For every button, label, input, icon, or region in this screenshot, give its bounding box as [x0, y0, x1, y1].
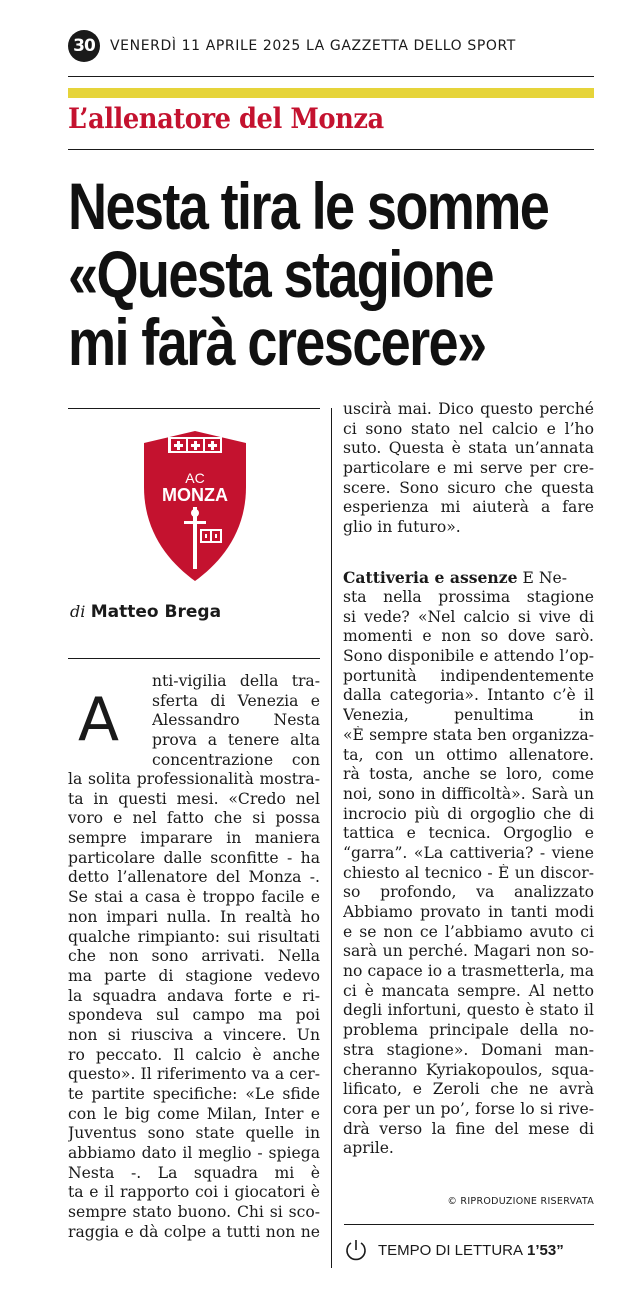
power-clock-icon — [344, 1238, 368, 1262]
subhead-continuation: E Ne- — [517, 569, 567, 587]
body-line: glio in futuro». — [343, 518, 461, 537]
section-subhead: Cattiveria e assenze — [343, 568, 518, 587]
reading-time-label: TEMPO DI LETTURA — [378, 1241, 524, 1259]
headline — [68, 169, 549, 379]
body-line: dalla categoria». Intanto c’è il — [343, 686, 594, 705]
headline-line-3: mi farà crescere» — [68, 305, 486, 379]
logo-name-text: MONZA — [162, 485, 228, 505]
body-line: concentrazione con — [152, 750, 320, 769]
body-line: sta nella prossima stagione — [343, 588, 594, 606]
kicker-rule — [68, 149, 594, 150]
drop-cap: A — [78, 685, 120, 755]
body-line: drà verso la fine del mese di — [343, 1119, 594, 1138]
logo-ac-text: AC — [185, 470, 205, 486]
body-line: qualche rimpianto: sui risultati — [68, 927, 320, 946]
body-line: Abbiamo provato in tanti modi — [343, 903, 594, 921]
body-line: Se stai a casa è troppo facile e — [68, 888, 320, 907]
body-line: con le big come Milan, Inter e — [68, 1104, 320, 1123]
byline-prefix: di — [70, 602, 86, 621]
left-column-top-rule — [68, 408, 320, 409]
body-line: sarà un perché. Magari non so- — [343, 942, 594, 961]
body-line: rà tosta, anche se loro, come — [343, 765, 594, 784]
copyright: © RIPRODUZIONE RISERVATA — [447, 1196, 594, 1207]
body-line: portunità indipendentemente — [343, 666, 594, 685]
body-line: voro e nel fatto che si possa — [68, 809, 320, 828]
body-line: lificato, e Zeroli che ne avrà — [343, 1080, 594, 1099]
body-line: suto. Questa è stata un’annata — [343, 439, 594, 458]
monza-logo — [140, 425, 250, 585]
body-line: abbiamo dato il meglio - spiega — [68, 1144, 320, 1163]
subhead-line — [343, 568, 594, 589]
body-line: e se non ce l’abbiamo avuto ci — [343, 922, 594, 941]
dateline: VENERDÌ 11 APRILE 2025 LA GAZZETTA DELLO SPORT — [110, 38, 516, 54]
body-line: prova a tenere alta — [152, 731, 320, 750]
body-line: «È sempre stata ben organizza- — [343, 725, 594, 744]
body-line: non impari nulla. In realtà ho — [68, 907, 320, 926]
body-line: Alessandro Nesta — [152, 711, 320, 730]
body-line: uscirà mai. Dico questo perché — [343, 400, 594, 418]
body-right-bottom-lines — [343, 588, 594, 1159]
body-line: che non sono arrivati. Nella — [68, 947, 320, 966]
body-line: incrocio più di orgoglio che di — [343, 804, 594, 823]
body-line: ma parte di stagione vedevo — [68, 966, 320, 985]
headline-line-2: «Questa stagione — [68, 237, 493, 311]
body-line: ta in questi mesi. «Credo nel — [68, 789, 320, 808]
body-top-rule — [68, 658, 320, 659]
body-line: sempre stato buono. Chi si sco- — [68, 1203, 320, 1222]
body-line: si vede? «Nel calcio si vive di — [343, 607, 594, 626]
body-line: nti-vigilia della tra- — [152, 672, 320, 690]
body-line: ci sono stato nel calcio e l’ho — [343, 419, 594, 438]
body-line: la solita professionalità mostra- — [68, 770, 320, 788]
body-line: “garra”. «La cattiveria? - viene — [343, 843, 594, 862]
body-line: esperienza mi aiuterà a fare — [343, 498, 594, 517]
header-rule — [68, 76, 594, 77]
body-line: Nesta -. La squadra mi è — [68, 1163, 320, 1182]
body-left-dropcap-lines — [152, 672, 320, 770]
body-line: ro peccato. Il calcio è anche — [68, 1045, 320, 1064]
body-line: aprile. — [343, 1139, 394, 1158]
body-line: cora per un po’, forse lo si rive- — [343, 1099, 594, 1118]
byline — [70, 602, 221, 622]
reading-time-value: 1’53” — [527, 1241, 564, 1259]
body-line: te partite specifiche: «Le sfide — [68, 1085, 320, 1103]
body-line: particolare dalle sconfitte - ha — [68, 848, 320, 867]
kicker: L’allenatore del Monza — [68, 102, 384, 135]
body-line: problema principale della no- — [343, 1021, 594, 1040]
body-line: questo». Il riferimento va a cer- — [68, 1065, 320, 1084]
body-line: Venezia, penultima in — [343, 706, 594, 725]
body-line: sempre imparare in maniera — [68, 829, 320, 848]
body-line: non si riusciva a vincere. Un — [68, 1025, 320, 1044]
body-line: scere. Sono sicuro che questa — [343, 478, 594, 497]
body-line: degli infortuni, questo è stato il — [343, 1001, 594, 1020]
column-divider — [331, 408, 332, 1268]
body-line: raggia e dà colpe a tutti non ne — [68, 1222, 320, 1241]
body-line: particolare e mi serve per cre- — [343, 459, 594, 478]
body-line: chiesto al tecnico - È un discor- — [343, 863, 594, 882]
body-line: spondeva sul campo ma poi — [68, 1006, 320, 1025]
headline-line-1: Nesta tira le somme — [68, 169, 549, 243]
body-line: detto l’allenatore del Monza -. — [68, 868, 320, 887]
reading-time-rule — [344, 1224, 594, 1225]
body-line: noi, sono in difficoltà». Sarà un — [343, 784, 594, 803]
page-header — [68, 30, 594, 62]
body-line: tattica e tecnica. Orgoglio e — [343, 824, 594, 843]
byline-author: Matteo Brega — [90, 602, 222, 622]
body-line: Juventus sono state quelle in — [68, 1124, 320, 1143]
body-line: la squadra andava forte e ri- — [68, 986, 320, 1005]
body-line: stra stagione». Domani man- — [343, 1040, 594, 1059]
body-line: no capace io a trasmetterla, ma — [343, 962, 594, 981]
body-right-top-lines — [343, 400, 594, 538]
body-line: Sono disponibile e attendo l’op- — [343, 647, 594, 666]
page-number: 30 — [68, 30, 100, 62]
body-line: cheranno Kyriakopoulos, squa- — [343, 1060, 594, 1079]
reading-time — [344, 1236, 564, 1264]
body-line: ci è mancata sempre. Al netto — [343, 981, 594, 1000]
body-line: ta e il rapporto coi i giocatori è — [68, 1183, 320, 1202]
body-line: sferta di Venezia e — [152, 691, 320, 710]
body-line: ta, con un ottimo allenatore. — [343, 745, 594, 764]
kicker-bar — [68, 88, 594, 98]
body-left-lines — [68, 770, 320, 1243]
monza-shield-icon — [140, 425, 250, 585]
body-line: so profondo, va analizzato — [343, 883, 594, 902]
body-line: momenti e non so dove sarò. — [343, 627, 594, 646]
